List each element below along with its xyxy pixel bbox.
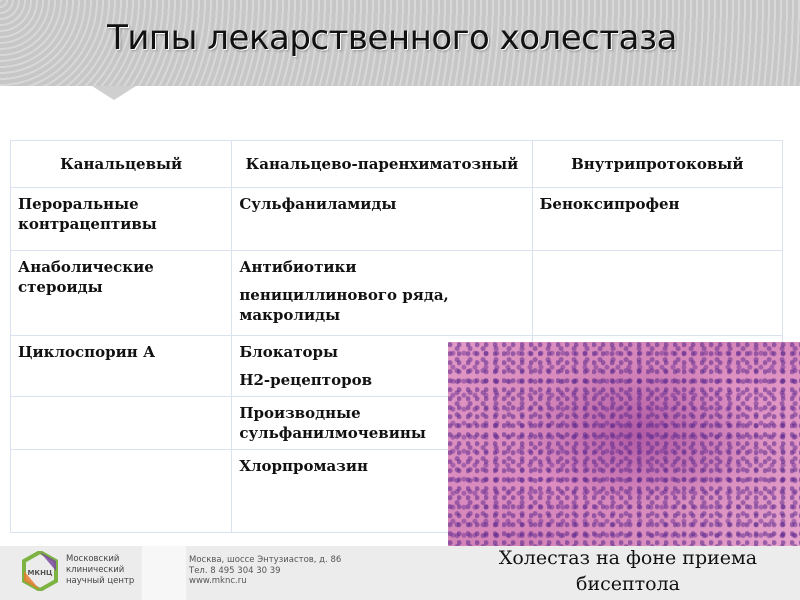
cell-subline-text: Н2-рецепторов [239, 371, 372, 389]
table-header-row [11, 141, 783, 188]
histology-micrograph [448, 342, 800, 546]
table-cell [11, 397, 232, 450]
table-cell [532, 251, 782, 336]
slide-title: Типы лекарственного холестаза [107, 18, 677, 58]
table-cell: Анаболические стероиды [11, 251, 232, 336]
cell-main-text: Антибиотики [239, 258, 357, 276]
footer-address: Москва, шоссе Энтузиастов, д. 86 Тел. 8 495 304 30 39 www.mknc.ru [189, 555, 342, 586]
table-cell: Производные сульфанилмочевины [232, 397, 532, 450]
mknc-logo-icon [22, 551, 58, 591]
table-cell [232, 251, 532, 336]
cell-subline-text: пенициллинового ряда, макролиды [239, 286, 449, 324]
cell-main-text: Блокаторы [239, 343, 339, 361]
table-cell: Сульфаниламиды [232, 188, 532, 251]
column-header-canalicular: Канальцевый [11, 141, 232, 188]
column-header-canalicular-parenchymal: Канальцево-паренхиматозный [232, 141, 532, 188]
footer-divider [142, 546, 186, 600]
table-cell [11, 450, 232, 533]
table-cell: Беноксипрофен [532, 188, 782, 251]
header-notch [92, 86, 136, 100]
footer-organization: Московский клинический научный центр [66, 554, 135, 586]
table-cell: Хлорпромазин [232, 450, 532, 533]
image-caption: Холестаз на фоне приема бисептола [498, 547, 758, 595]
logo-text: МКНЦ [27, 569, 53, 577]
column-header-intraductal: Внутрипротоковый [532, 141, 782, 188]
table-row [11, 188, 783, 251]
table-cell: Пероральные контрацептивы [11, 188, 232, 251]
table-cell: Циклоспорин А [11, 336, 232, 397]
table-row [11, 251, 783, 336]
